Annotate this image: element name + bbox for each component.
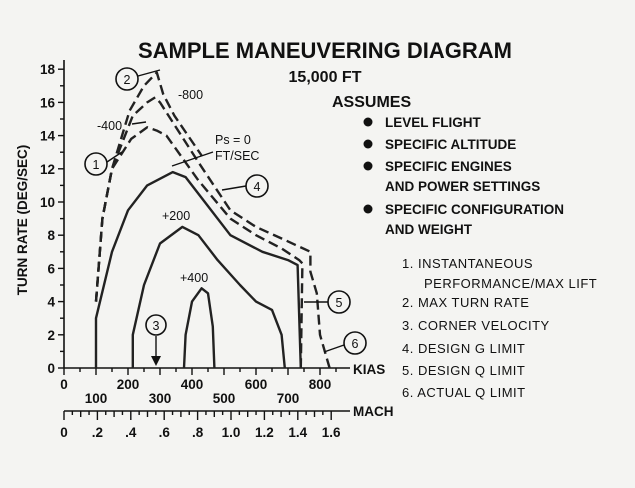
y-tick-label: 16 bbox=[39, 95, 55, 111]
legend-item: PERFORMANCE/MAX LIFT bbox=[424, 276, 598, 291]
x-tick-label: 700 bbox=[276, 391, 300, 406]
marker-2 bbox=[116, 68, 160, 90]
svg-text:1: 1 bbox=[92, 158, 100, 172]
assumes-item: LEVEL FLIGHT bbox=[385, 115, 481, 130]
assumes-list bbox=[364, 115, 565, 237]
mach-tick-label: 1.6 bbox=[321, 425, 341, 440]
y-tick-label: 18 bbox=[39, 62, 55, 78]
svg-text:2: 2 bbox=[123, 73, 131, 87]
assumes-item: SPECIFIC ALTITUDE bbox=[385, 137, 517, 152]
x-tick-label: 600 bbox=[244, 377, 268, 392]
series-line-2 bbox=[184, 288, 214, 368]
mach-tick-label: 1.0 bbox=[221, 425, 241, 440]
annotation-plus200: +200 bbox=[162, 209, 191, 223]
assumes-item: AND WEIGHT bbox=[385, 222, 472, 237]
mach-tick-label: .8 bbox=[191, 425, 204, 440]
legend-item: 5. DESIGN Q LIMIT bbox=[402, 363, 526, 378]
mach-tick-label: 1.2 bbox=[255, 425, 274, 440]
x-tick-label: 500 bbox=[212, 391, 236, 406]
series-line-3 bbox=[96, 127, 302, 368]
bullet-icon bbox=[364, 140, 373, 149]
legend-item: 4. DESIGN G LIMIT bbox=[402, 341, 526, 356]
y-tick-label: 12 bbox=[39, 161, 55, 177]
x-tick-label: 800 bbox=[308, 377, 332, 392]
annotation-ps0: Ps = 0 bbox=[215, 133, 251, 147]
assumes-item: SPECIFIC ENGINES bbox=[385, 159, 512, 174]
legend-item: 3. CORNER VELOCITY bbox=[402, 318, 550, 333]
y-tick-label: 10 bbox=[39, 195, 55, 210]
x-tick-label: 0 bbox=[60, 377, 68, 392]
y-tick-label: 2 bbox=[47, 327, 55, 343]
annotation-minus400: -400 bbox=[97, 119, 123, 133]
assumes-item: AND POWER SETTINGS bbox=[385, 179, 541, 194]
mach-ticks bbox=[60, 411, 341, 440]
chart-series bbox=[96, 73, 330, 369]
marker-4 bbox=[222, 175, 268, 197]
x-tick-label: 100 bbox=[84, 391, 108, 406]
legend bbox=[402, 256, 597, 400]
x-tick-label: 200 bbox=[116, 377, 140, 392]
mach-axis-label: MACH bbox=[353, 404, 394, 419]
x-tick-label: 400 bbox=[180, 377, 204, 392]
annotation-plus400: +400 bbox=[180, 271, 209, 285]
annotation-minus800: -800 bbox=[178, 88, 204, 102]
assumes-heading: ASSUMES bbox=[332, 94, 412, 111]
x-ticks bbox=[60, 368, 336, 406]
bullet-icon bbox=[364, 162, 373, 171]
marker-3 bbox=[146, 315, 166, 366]
assumes-item: SPECIFIC CONFIGURATION bbox=[385, 202, 565, 217]
y-tick-label: 6 bbox=[47, 261, 55, 277]
y-axis-label: TURN RATE (DEG/SEC) bbox=[15, 144, 30, 296]
annotation-minus400-leader bbox=[132, 122, 146, 124]
bullet-icon bbox=[364, 205, 373, 214]
series-line-5 bbox=[96, 73, 202, 302]
legend-item: 1. INSTANTANEOUS bbox=[402, 256, 534, 271]
mach-tick-label: .4 bbox=[125, 425, 137, 440]
y-tick-label: 4 bbox=[47, 294, 55, 310]
marker-5 bbox=[304, 291, 350, 313]
mach-tick-label: 0 bbox=[60, 425, 68, 440]
marker-6 bbox=[324, 332, 366, 354]
bullet-icon bbox=[364, 118, 373, 127]
mach-tick-label: .2 bbox=[91, 425, 104, 440]
chart-subtitle: 15,000 FT bbox=[288, 69, 362, 86]
y-tick-label: 8 bbox=[47, 228, 55, 244]
svg-text:4: 4 bbox=[253, 180, 261, 194]
x-tick-label: 300 bbox=[148, 391, 172, 406]
y-tick-label: 0 bbox=[47, 361, 55, 376]
legend-item: 6. ACTUAL Q LIMIT bbox=[402, 385, 526, 400]
svg-text:6: 6 bbox=[351, 337, 359, 351]
y-ticks bbox=[40, 62, 64, 376]
legend-item: 2. MAX TURN RATE bbox=[402, 295, 530, 310]
y-tick-label: 14 bbox=[39, 128, 55, 144]
svg-text:5: 5 bbox=[335, 296, 343, 310]
chart-title: SAMPLE MANEUVERING DIAGRAM bbox=[137, 38, 513, 63]
svg-text:3: 3 bbox=[152, 319, 160, 333]
x-axis-label: KIAS bbox=[353, 362, 386, 377]
mach-tick-label: 1.4 bbox=[288, 425, 308, 440]
mach-tick-label: .6 bbox=[158, 425, 170, 440]
annotation-ftsec: FT/SEC bbox=[215, 149, 260, 163]
